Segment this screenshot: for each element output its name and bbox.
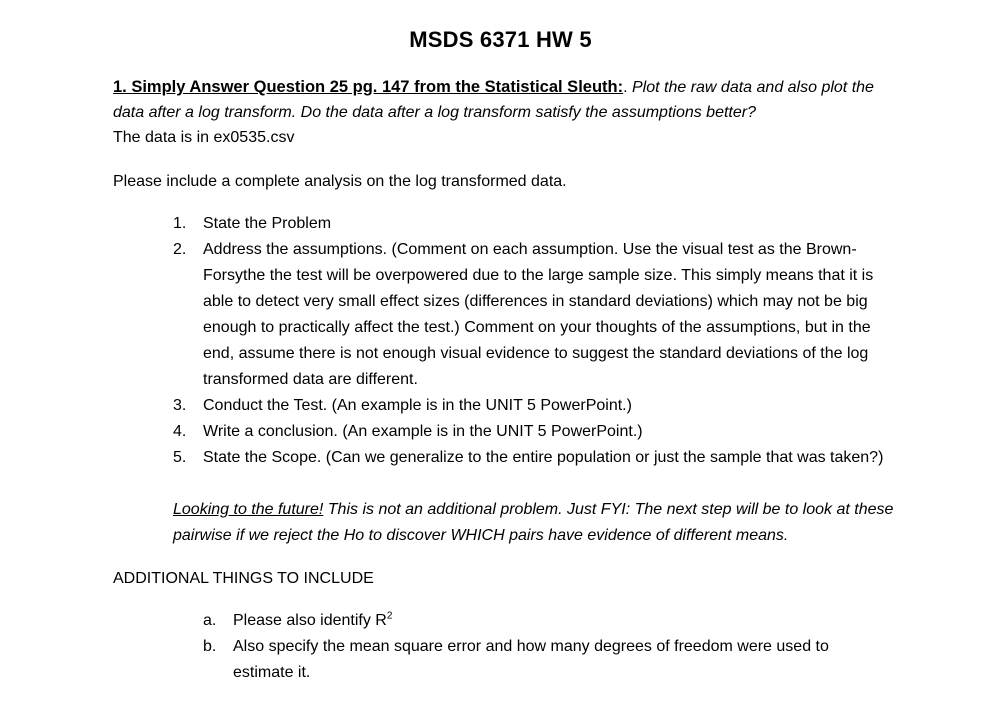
list-marker: a.	[203, 612, 217, 629]
list-marker: 2.	[173, 241, 187, 258]
list-item-text: State the Problem	[203, 215, 332, 232]
list-marker: 3.	[173, 397, 187, 414]
list-item	[173, 211, 893, 237]
additional-heading: ADDITIONAL THINGS TO INCLUDE	[113, 570, 374, 587]
list-marker: 4.	[173, 423, 187, 440]
steps-list	[173, 211, 893, 471]
list-item	[203, 634, 868, 686]
list-item-text: Conduct the Test. (An example is in the UNIT 5 PowerPoint.)	[203, 397, 632, 414]
question-italic: Plot the raw data and also plot the data after a log transform. Do the data after a log transform satisfy the assumptions better?	[113, 79, 874, 121]
list-item-text: Write a conclusion. (An example is in the UNIT 5 PowerPoint.)	[203, 423, 643, 440]
page-title: MSDS 6371 HW 5	[409, 27, 592, 52]
list-marker: 1.	[173, 215, 187, 232]
list-item-text: Address the assumptions. (Comment on each assumption. Use the visual test as the Brown-Forsythe the test will be overpowered due to the large sample size. This simply means that it is able to detect very small effect sizes (differences in standard deviations) which may not be big enough to practically affect the test.) Comment on your thoughts of the assumptions, but in the end, assume there is not enough visual evidence to suggest the standard deviations of the log transformed data are different.	[203, 241, 874, 388]
future-note	[173, 497, 898, 549]
list-marker: 5.	[173, 449, 187, 466]
list-item	[173, 419, 893, 445]
superscript: 2	[386, 610, 393, 622]
list-item	[203, 608, 868, 634]
analysis-intro: Please include a complete analysis on the log transformed data.	[113, 173, 567, 190]
list-item	[173, 393, 893, 419]
question-lead-sep: .	[623, 79, 632, 96]
future-text: This is not an additional problem. Just FYI: The next step will be to look at these pairwise if we reject the Ho to discover WHICH pairs have evidence of different means.	[173, 501, 894, 544]
question-lead: 1. Simply Answer Question 25 pg. 147 from the Statistical Sleuth:	[113, 78, 624, 96]
data-note: The data is in ex0535.csv	[113, 129, 295, 146]
list-item	[173, 237, 893, 393]
list-item-text: State the Scope. (Can we generalize to the entire population or just the sample that was taken?)	[203, 449, 884, 466]
additional-list	[203, 608, 868, 686]
list-marker: b.	[203, 638, 217, 655]
list-item-text: Also specify the mean square error and how many degrees of freedom were used to estimate it.	[233, 638, 829, 681]
list-item	[173, 445, 893, 471]
list-item-text: Please also identify R	[233, 612, 387, 629]
future-lead: Looking to the future!	[173, 501, 324, 518]
question-paragraph	[113, 75, 903, 150]
